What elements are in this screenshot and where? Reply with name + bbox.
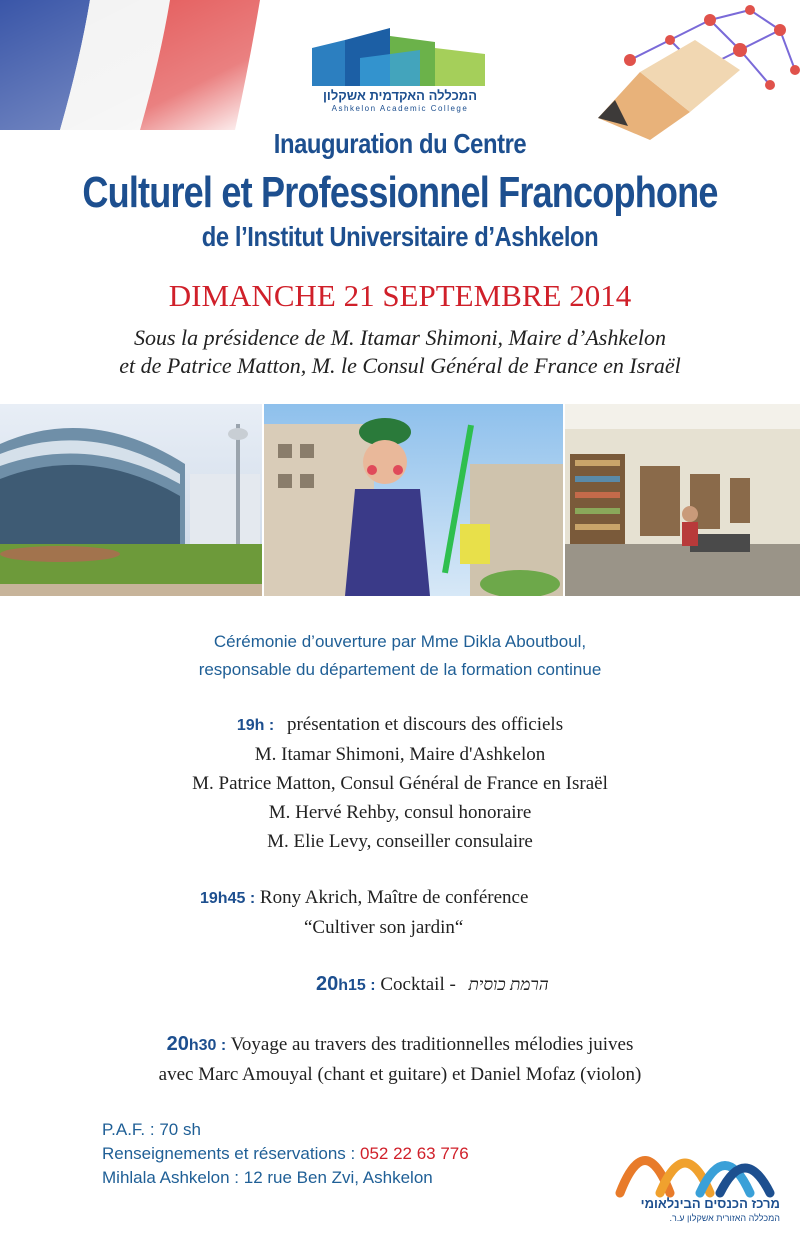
presidence-text [0, 324, 800, 380]
program-19h45-subtitle: “Cultiver son jardin“ [304, 917, 464, 938]
ceremony-line-2: responsable du département de la formation continue [198, 660, 602, 679]
title-line-3: de l’Institut Universitaire d’Ashkelon [201, 221, 599, 252]
logo-hebrew-text: המכללה האקדמית אשקלון [322, 88, 477, 103]
time-20h30-minutes: h30 : [188, 1037, 227, 1054]
program-block-19h [0, 710, 800, 856]
speaker-item: M. Patrice Matton, Consul Général de France en Israël [192, 773, 608, 794]
program-block-20h30 [0, 1030, 800, 1089]
paf-text: P.A.F. : 70 sh [102, 1120, 201, 1139]
program-20h30-line-1: Voyage au travers des traditionnelles mélodies juives [230, 1034, 634, 1055]
pencil-network-decoration [580, 0, 800, 140]
title-line-1: Inauguration du Centre [273, 128, 527, 159]
time-20-hour: 20 [316, 973, 339, 995]
presidence-line-2: et de Patrice Matton, M. le Consul Général de France en Israël [119, 353, 681, 378]
address-text: Mihlala Ashkelon : 12 rue Ben Zvi, Ashkelon [102, 1168, 433, 1187]
practical-info [102, 1118, 469, 1190]
convention-logo-line-1: מרכז הכנסים הבינלאומי [640, 1196, 780, 1211]
performer-photo [264, 404, 563, 596]
ashkelon-college-logo [300, 18, 500, 118]
french-flag-decoration [0, 0, 260, 130]
title-line-2: Culturel et Professionnel Francophone [82, 168, 718, 217]
program-block-20h15 [316, 970, 736, 1000]
ceremony-line-1: Cérémonie d’ouverture par Mme Dikla Aboutboul, [213, 632, 587, 651]
reservation-label: Renseignements et réservations : [102, 1144, 356, 1163]
campus-building-photo [0, 404, 262, 596]
speaker-item: M. Hervé Rehby, consul honoraire [268, 802, 532, 823]
event-date: DIMANCHE 21 SEPTEMBRE 2014 [168, 278, 632, 313]
time-19h45: 19h45 : [200, 890, 256, 907]
photo-strip [0, 404, 800, 596]
reservation-phone: 052 22 63 776 [359, 1144, 469, 1163]
program-19h45-title: Rony Akrich, Maître de conférence [259, 887, 529, 908]
program-block-19h45 [200, 883, 700, 942]
convention-center-logo [600, 1118, 780, 1228]
convention-logo-line-2: המכללה האזורית אשקלון ע.ר. [669, 1213, 780, 1223]
program-20h30-line-2: avec Marc Amouyal (chant et guitare) et Daniel Mofaz (violon) [158, 1064, 642, 1085]
ceremony-text [0, 628, 800, 684]
speaker-item: M. Itamar Shimoni, Maire d'Ashkelon [254, 744, 546, 765]
time-19h: 19h : [236, 717, 275, 734]
presidence-line-1: Sous la présidence de M. Itamar Shimoni, Maire d’Ashkelon [134, 325, 666, 350]
time-20-hour: 20 [166, 1033, 189, 1055]
library-photo [565, 404, 800, 596]
logo-english-text: Ashkelon Academic College [331, 104, 469, 113]
program-20h15-hebrew: הרמת כוסית [468, 975, 549, 994]
time-20h15-minutes: h15 : [338, 977, 376, 994]
speaker-item: M. Elie Levy, conseiller consulaire [267, 831, 533, 852]
program-19h-title: présentation et discours des officiels [286, 714, 564, 735]
program-20h15-title: Cocktail - [380, 974, 456, 995]
